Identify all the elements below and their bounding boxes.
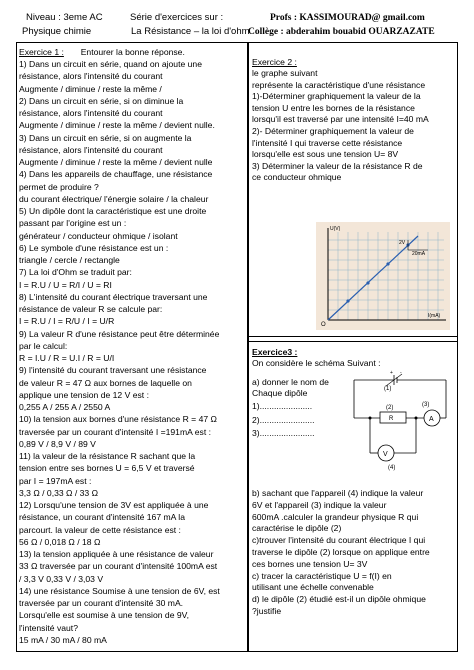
battery-plus: + <box>390 370 393 376</box>
header-serie: Série d'exercices sur : <box>130 12 224 23</box>
exercise1-line: 4) Dans les appareils de chauffage, une résistance <box>19 169 213 180</box>
blank-2: 2)....................... <box>252 414 315 425</box>
data-point <box>346 299 349 302</box>
exercise1-line: R = I.U / R = U.I / R = U/I <box>19 353 115 363</box>
exercise1-line: 9) La valeur R d'une résistance peut être déterminée <box>19 328 220 339</box>
exercise1-line: 11) la valeur de la résistance R sachant que la <box>19 451 196 461</box>
exercise1-line: 7) La loi d'Ohm se traduit par: <box>19 267 132 278</box>
exercise1-line: traversée par un courant d'intensité 30 mA. <box>19 598 184 608</box>
exercise3-line: b) sachant que l'appareil (4) indique la valeur <box>252 488 424 498</box>
exercise3-line: ces bornes une tension U= 3V <box>252 558 368 569</box>
exercise1-line: de valeur R = 47 Ω aux bornes de laquelle on <box>19 377 192 388</box>
exercise1-line: 1) Dans un circuit en série, quand on ajoute une <box>19 59 202 69</box>
exercise1-line: 0,89 V / 8,9 V / 89 V <box>19 438 96 449</box>
header-college: Collège : abderahim bouabid OUARZAZATE <box>248 27 435 37</box>
exercise1-line: Augmente / diminue / reste la même / <box>19 83 162 94</box>
exercise3-line: 6V et l'appareil (3) indique la valeur <box>252 499 387 510</box>
exercise1-line: générateur / conducteur ohmique / isolant <box>19 230 178 241</box>
exercise3-line: c) tracer la caractéristique U = f(I) en <box>252 570 392 581</box>
exercise1-line: par I = 197mA est : <box>19 475 92 486</box>
exercise1-line: résistance de valeur R se calcule par: <box>19 304 163 314</box>
voltmeter-symbol: V <box>383 451 388 458</box>
exercise1-line: Augmente / diminue / reste la même / devient nulle <box>19 157 213 167</box>
exercise1-line: du courant électrique/ l'énergie solaire / la chaleur <box>19 193 209 204</box>
exercise1-line: 9) l'intensité du courant traversant une résistance <box>19 365 207 376</box>
y-axis-label: U(V) <box>330 226 341 232</box>
exercise2-line: 2)- Déterminer graphiquement la valeur de <box>252 125 414 136</box>
exercise1-line: applique une tension de 12 V est : <box>19 389 149 400</box>
exercise3-line: 600mA .calculer la grandeur physique R qui <box>252 511 419 522</box>
circuit-label-3: (3) <box>422 402 430 408</box>
exercise1-line: 0,255 A / 255 A / 2550 A <box>19 402 111 412</box>
exercise3-line: caractérise le dipôle (2) <box>252 523 342 534</box>
exercise2-title: Exercice 2 : <box>252 57 297 67</box>
exercise1-line: triangle / cercle / rectangle <box>19 255 120 265</box>
exercise3-part-a <box>252 377 344 439</box>
exercise1-line: I = R.U / I = R/U / I = U/R <box>19 316 115 327</box>
header-profs: Profs : KASSIMOURAD@ gmail.com <box>270 13 425 23</box>
origin-label: O <box>321 322 326 328</box>
exercise2 <box>252 56 456 184</box>
exercise3-title: Exercice3 : <box>252 347 298 357</box>
question-a-2: Chaque dipôle <box>252 387 308 398</box>
exercise1-line: / 3,3 V 0,33 V / 3,03 V <box>19 573 104 584</box>
exercise1-line: traversée par un courant d'intensité I =191mA est : <box>19 426 212 437</box>
exercise1-line: Lorsqu'elle est soumise à une tension de 9V, <box>19 610 189 621</box>
question-a: a) donner le nom de <box>252 377 329 387</box>
exercise2-line: l'intensité I qui traverse cette résistance <box>252 137 403 148</box>
exercise2-questions <box>252 68 456 184</box>
exercise1-line: 14) une résistance Soumise à une tension de 6V, est <box>19 585 220 596</box>
exercise1-line: parcourt. la valeur de cette résistance est : <box>19 524 181 535</box>
header-matiere: Physique chimie <box>22 26 92 37</box>
exercise2-line: 1)-Déterminer graphiquement la valeur de la <box>252 91 421 102</box>
circuit-label-2: (2) <box>386 405 394 411</box>
resistor-symbol: R <box>389 416 394 422</box>
exercise1-line: 6) Le symbole d'une résistance est un : <box>19 242 169 253</box>
ui-graph <box>316 222 450 330</box>
data-point <box>386 262 389 265</box>
exercise2-line: représente la caractéristique d'une résistance <box>252 79 426 90</box>
exercise1-line: 56 Ω / 0,018 Ω / 18 Ω <box>19 536 101 547</box>
exercise1-line: 8) L'intensité du courant électrique traversant une <box>19 291 208 302</box>
circuit-label-1: (1) <box>384 386 392 392</box>
header-niveau: Niveau : 3eme AC <box>26 12 103 23</box>
exercise1-line: résistance, alors l'intensité du courant <box>19 144 163 155</box>
x-axis-label: I(mA) <box>428 313 441 319</box>
header-theme: La Résistance – la loi d'ohm <box>131 26 250 37</box>
battery-minus: - <box>400 370 402 376</box>
exercise1-line: résistance, alors l'intensité du courant <box>19 108 163 118</box>
exercise1-line: 5) Un dipôle dont la caractéristique est une droite <box>19 206 207 216</box>
exercise1-instruction: Entourer la bonne réponse. <box>80 47 185 57</box>
exercise1-line: 15 mA / 30 mA / 80 mA <box>19 634 107 645</box>
circuit-diagram <box>346 368 454 478</box>
exercise1-line: 13) la tension appliquée à une résistance de valeur <box>19 549 214 559</box>
exercise1-line: résistance, un courant d'intensité 167 mA la <box>19 512 185 523</box>
exercise1-line: 3,3 Ω / 0,33 Ω / 33 Ω <box>19 487 98 498</box>
exercise1-line: Augmente / diminue / reste la même / devient nulle. <box>19 120 215 131</box>
exercise3-line: ?justifie <box>252 605 282 616</box>
data-point <box>366 281 369 284</box>
exercise1-title: Exercice 1 : <box>19 47 64 57</box>
exercise3-line: d) le dipôle (2) étudié est-il un dipôle ohmique <box>252 594 426 605</box>
exercise1-line: 33 Ω traversée par un courant d'intensité 100mA est <box>19 561 218 572</box>
u-step-label: 2V <box>399 240 406 246</box>
exercise1-line: tension entre ses bornes U = 6,5 V et traversé <box>19 463 195 474</box>
exercise2-line: ce conducteur ohmique <box>252 172 342 183</box>
exercise1-questions <box>19 58 247 646</box>
exercise2-line: tension U entre les bornes de la résistance <box>252 102 415 113</box>
exercise1-line: 12) Lorsqu'une tension de 3V est appliquée à une <box>19 500 209 510</box>
exercise2-line: lorsqu'elle est sous une tension U= 8V <box>252 149 399 160</box>
exercise1-line: par le calcul: <box>19 340 68 351</box>
exercise3-line: c)trouver l'intensité du courant électrique I qui <box>252 535 426 546</box>
exercise3-intro: On considère le schéma Suivant : <box>252 358 381 368</box>
blank-3: 3)....................... <box>252 428 315 439</box>
exercise1-line: l'intensité vaut? <box>19 622 78 633</box>
exercise2-line: 3) Déterminer la valeur de la résistance R de <box>252 160 423 171</box>
exercise1-line: passant par l'origine est un : <box>19 218 127 229</box>
exercise1-line: I = R.U / U = R/I / U = RI <box>19 279 112 290</box>
exercise1-line: 3) Dans un circuit en série, si on augmente la <box>19 132 192 143</box>
exercise3 <box>252 346 456 369</box>
ammeter-symbol: A <box>429 416 434 423</box>
exercise2-line: le graphe suivant <box>252 68 318 78</box>
exercise3-line: traverse le dipôle (2) lorsque on applique entre <box>252 546 430 557</box>
exercise1-line: 2) Dans un circuit en série, si on diminue la <box>19 95 184 106</box>
i-step-label: 20mA <box>412 251 426 257</box>
exercise1-line: permet de produire ? <box>19 181 99 192</box>
exercise3-line: utilisant une échelle convenable <box>252 582 374 593</box>
exercise2-line: lorsqu'il est traversé par une intensité I=40 mA <box>252 114 429 125</box>
exercise3-questions <box>252 488 456 618</box>
circuit-label-4: (4) <box>388 465 396 471</box>
exercise3-parts-b-d <box>252 488 456 618</box>
exercise1 <box>19 46 247 646</box>
exercise1-line: 10) la tension aux bornes d'une résistance R = 47 Ω <box>19 414 217 425</box>
blank-1: 1)...................... <box>252 401 313 412</box>
exercise1-line: résistance, alors l'intensité du courant <box>19 71 163 82</box>
